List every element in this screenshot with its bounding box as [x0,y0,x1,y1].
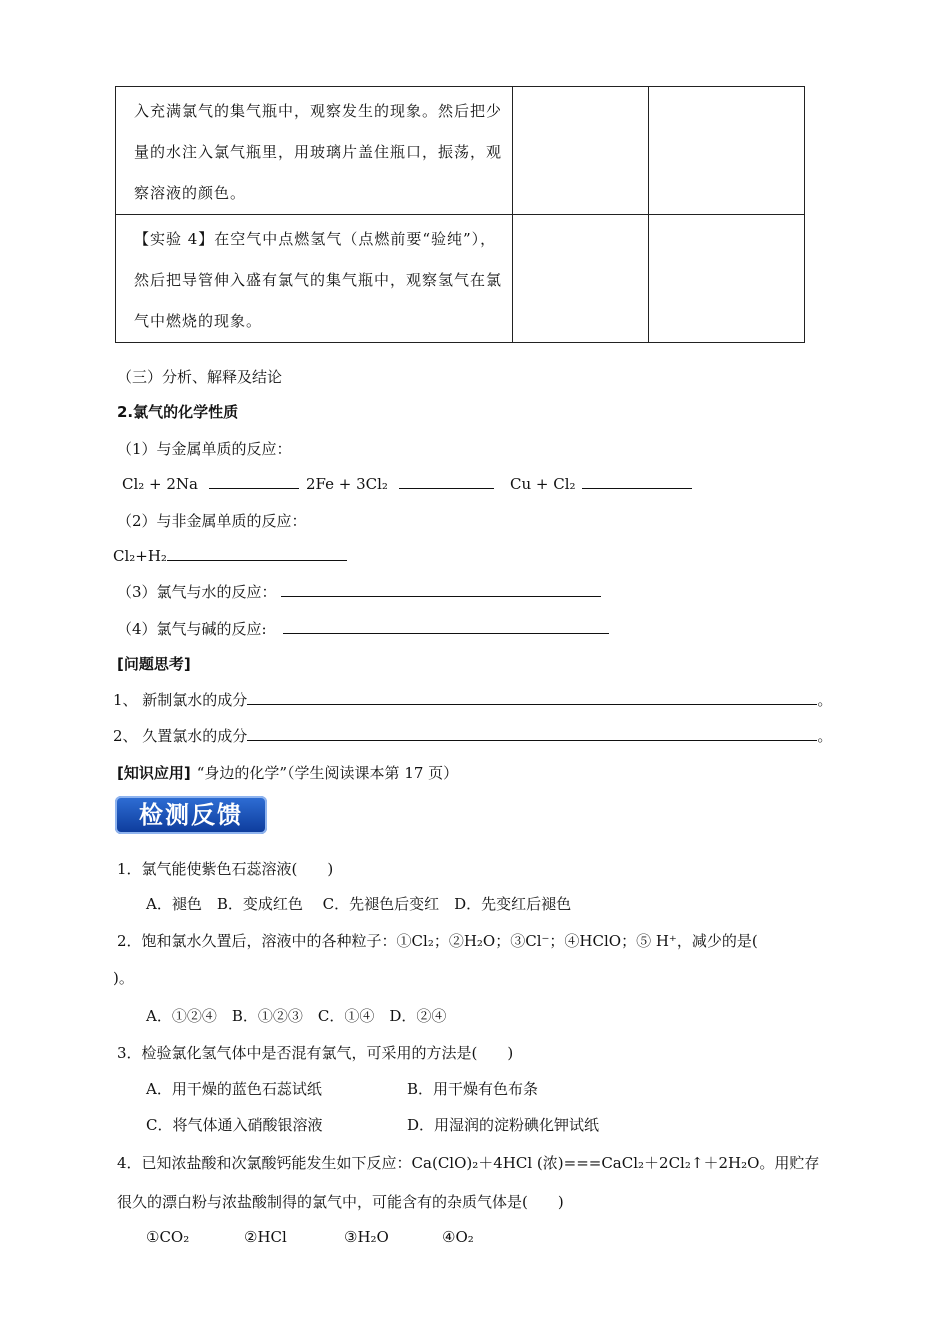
problem-1-options: A．褪色 B．变成红色 C．先褪色后变红 D．先变红后褪色 [146,895,572,913]
observation-cell [513,215,649,343]
equation-text: 2Fe + 3Cl₂ [306,475,388,493]
question-text: 1、 新制氯水的成分 [113,691,248,709]
metal-reaction-label: （1）与金属单质的反应： [117,440,292,458]
period: 。 [817,727,833,745]
chem-properties-heading: 2.氯气的化学性质 [117,403,239,421]
question-text: 2、 久置氯水的成分 [113,727,248,745]
question-thinking-title: [问题思考] [117,655,191,673]
answer-blank[interactable] [167,546,347,561]
answer-blank[interactable] [247,726,817,741]
problem-3-option-a: A．用干燥的蓝色石蕊试纸 [146,1080,322,1098]
alkali-reaction [117,618,609,639]
answer-blank[interactable] [209,474,299,489]
application-text: “身边的化学”（学生阅读课本第 17 页） [196,764,459,782]
problem-4-option-1: ①CO₂ [146,1228,190,1246]
period: 。 [817,691,833,709]
answer-blank[interactable] [399,474,494,489]
conclusion-cell [649,87,805,215]
problem-4-line1: 4．已知浓盐酸和次氯酸钙能发生如下反应：Ca(ClO)₂＋4HCl (浓)===CaCl₂＋2Cl₂↑＋2H₂O。用贮存 [117,1154,820,1172]
problem-4-option-4: ④O₂ [442,1228,474,1246]
observation-cell [513,87,649,215]
test-feedback-banner: 检测反馈 [115,796,267,834]
section-title: （三）分析、解释及结论 [117,368,283,386]
problem-4-option-3: ③H₂O [344,1228,389,1246]
experiment-table [115,86,805,343]
equation-cl2-na [122,474,299,493]
equation-fe-cl2 [306,474,494,493]
problem-3-option-d: D．用湿润的淀粉碘化钾试纸 [407,1116,600,1134]
problem-3: 3．检验氯化氢气体中是否混有氯气，可采用的方法是( ) [117,1044,514,1062]
problem-3-option-b: B．用干燥有色布条 [407,1080,539,1098]
answer-blank[interactable] [281,582,601,597]
equation-cu-cl2 [510,474,692,493]
equation-text: Cl₂+H₂ [113,547,167,565]
water-reaction-label: （3）氯气与水的反应： [117,583,277,601]
problem-2-options: A．①②④ B．①②③ C．①④ D．②④ [146,1007,447,1025]
problem-2-line1: 2．饱和氯水久置后，溶液中的各种粒子：①Cl₂；②H₂O；③Cl⁻；④HClO；⑤ H⁺，减少的是( [117,932,758,950]
knowledge-application [117,762,458,783]
alkali-reaction-label: （4）氯气与碱的反应: [117,620,267,638]
equation-cl2-h2 [113,546,347,565]
question-2 [113,725,832,746]
problem-1: 1．氯气能使紫色石蕊溶液( ) [117,860,334,878]
water-reaction [117,581,601,602]
answer-blank[interactable] [283,619,609,634]
equation-text: Cl₂ + 2Na [122,475,199,493]
conclusion-cell [649,215,805,343]
nonmetal-reaction-label: （2）与非金属单质的反应： [117,512,307,530]
experiment-4-text: 【实验 4】在空气中点燃氢气（点燃前要“验纯”），然后把导管伸入盛有氯气的集气瓶中，观察氢气在氯气中燃烧的现象。 [134,230,503,330]
equation-text: Cu + Cl₂ [510,475,576,493]
problem-4-line2: 很久的漂白粉与浓盐酸制得的氯气中，可能含有的杂质气体是( ) [117,1193,564,1211]
question-1 [113,689,832,710]
problem-4-option-2: ②HCl [244,1228,287,1246]
experiment-3-cell [116,87,513,215]
answer-blank[interactable] [247,690,817,705]
problem-2-line2: )。 [113,969,134,987]
experiment-3-text: 入充满氯气的集气瓶中，观察发生的现象。然后把少量的水注入氯气瓶里，用玻璃片盖住瓶口，振荡，观察溶液的颜色。 [134,102,503,202]
experiment-4-cell [116,215,513,343]
problem-3-option-c: C．将气体通入硝酸银溶液 [146,1116,323,1134]
answer-blank[interactable] [582,474,692,489]
application-label: [知识应用] [117,764,191,782]
